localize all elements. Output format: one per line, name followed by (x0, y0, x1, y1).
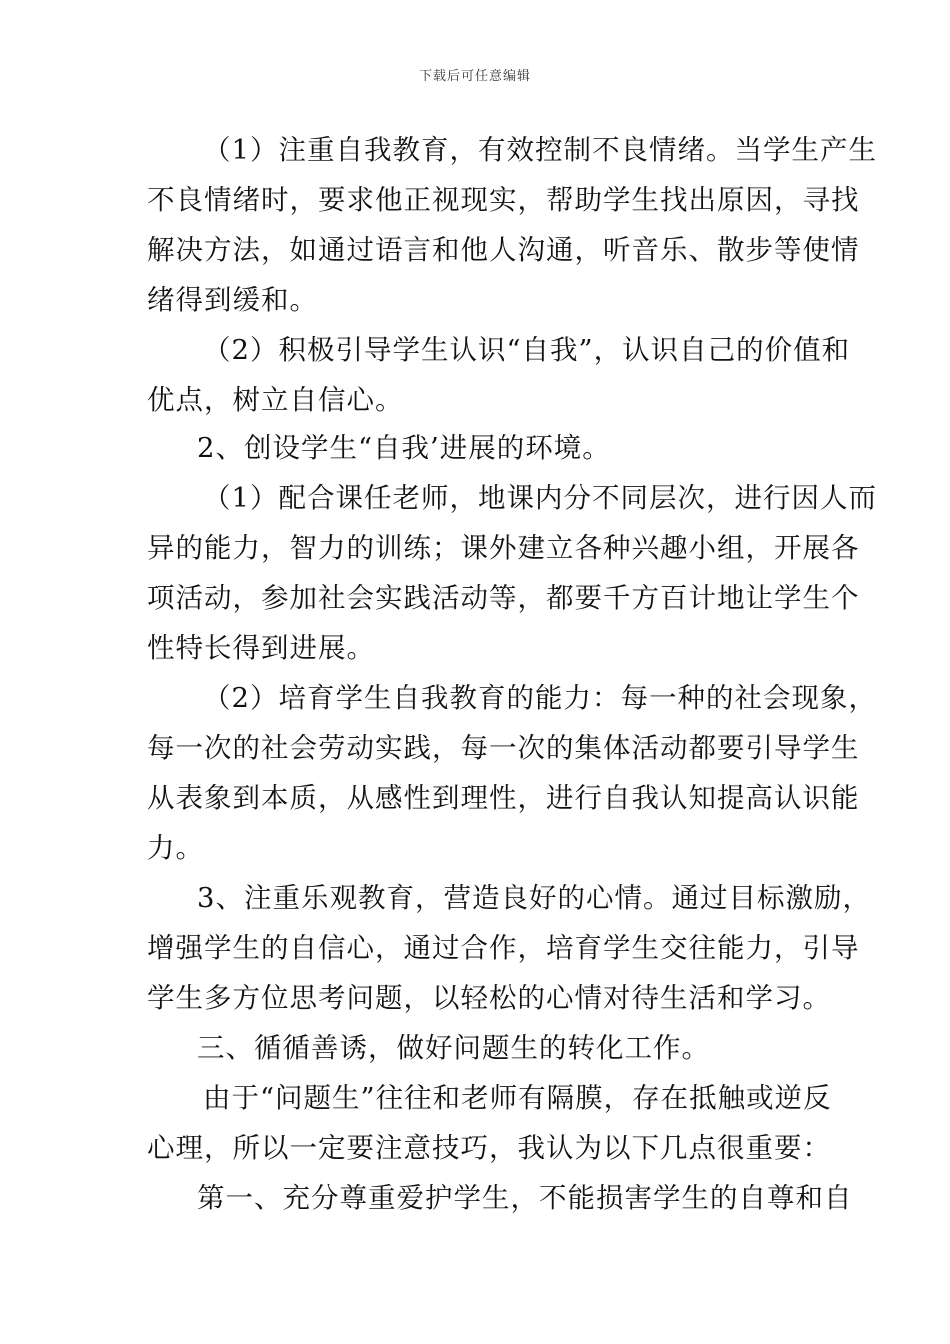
text-line: （2）积极引导学生认识“自我”，认识自己的价值和 (203, 334, 851, 366)
text-line: 从表象到本质，从感性到理性，进行自我认知提高认识能 (147, 782, 860, 814)
text-line: 学生多方位思考问题，以轻松的心情对待生活和学习。 (147, 982, 831, 1014)
text-line: 性特长得到进展。 (147, 632, 375, 664)
text-line: 第一、充分尊重爱护学生，不能损害学生的自尊和自 (197, 1182, 853, 1214)
text-line: 不良情绪时，要求他正视现实，帮助学生找出原因，寻找 (147, 184, 860, 216)
text-line: （2）培育学生自我教育的能力：每一种的社会现象， (203, 682, 877, 714)
text-line: 解决方法，如通过语言和他人沟通，听音乐、散步等使情 (147, 234, 860, 266)
text-line: 绪得到缓和。 (147, 284, 318, 316)
page-header: 下载后可任意编辑 (418, 69, 531, 84)
text-line: 异的能力，智力的训练；课外建立各种兴趣小组，开展各 (147, 532, 860, 564)
text-line: 三、循循善诱，做好问题生的转化工作。 (197, 1032, 710, 1064)
text-line: 力。 (147, 832, 204, 864)
text-line: 优点，树立自信心。 (147, 384, 404, 416)
text-line: （1）配合课任老师，地课内分不同层次，进行因人而 (203, 482, 877, 514)
text-line: 由于“问题生”往往和老师有隔膜，存在抵触或逆反 (203, 1082, 832, 1114)
text-line: 3、注重乐观教育，营造良好的心情。通过目标激励， (197, 882, 871, 914)
text-line: 心理，所以一定要注意技巧，我认为以下几点很重要： (147, 1132, 831, 1164)
text-line: 项活动，参加社会实践活动等，都要千方百计地让学生个 (147, 582, 860, 614)
text-line: 每一次的社会劳动实践，每一次的集体活动都要引导学生 (147, 732, 860, 764)
text-line: （1）注重自我教育，有效控制不良情绪。当学生产生 (203, 134, 877, 166)
text-line: 2、创设学生“自我’进展的环境。 (197, 432, 611, 464)
text-line: 增强学生的自信心，通过合作，培育学生交往能力，引导 (147, 932, 860, 964)
